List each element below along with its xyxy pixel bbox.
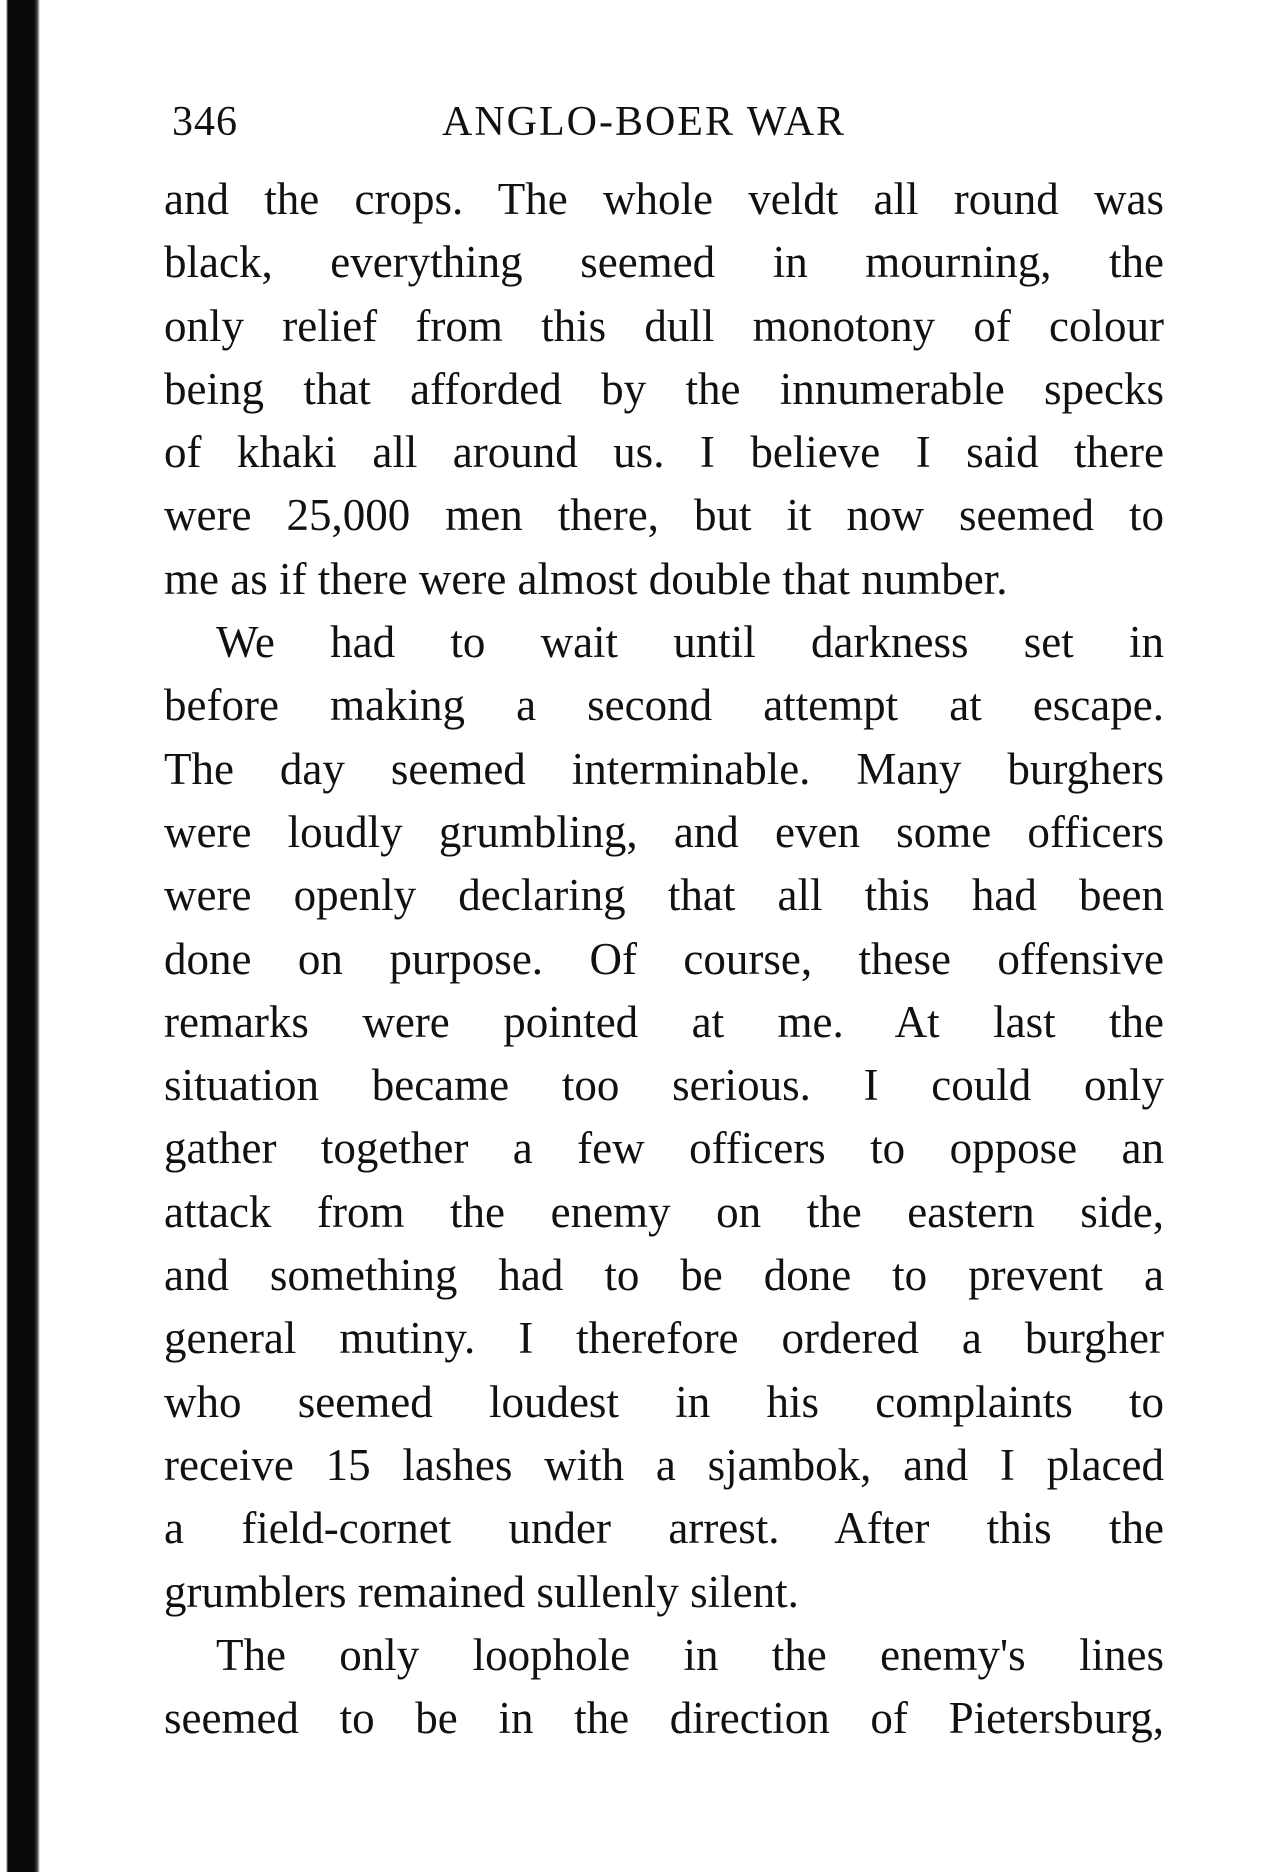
text-line: were 25,000 men there, but it now seemed to bbox=[164, 490, 1164, 541]
text-line: were openly declaring that all this had been bbox=[164, 870, 1164, 921]
text-line: gather together a few officers to oppose an bbox=[164, 1123, 1164, 1174]
text-line: me as if there were almost double that number. bbox=[164, 553, 1008, 604]
book-page bbox=[164, 98, 1164, 1750]
text-line: before making a second attempt at escape. bbox=[164, 680, 1164, 731]
text-line: seemed to be in the direction of Pietersburg, bbox=[164, 1693, 1164, 1744]
text-line: situation became too serious. I could only bbox=[164, 1060, 1164, 1111]
text-line: and something had to be done to prevent a bbox=[164, 1250, 1164, 1301]
text-line: receive 15 lashes with a sjambok, and I placed bbox=[164, 1439, 1164, 1490]
body-text bbox=[164, 168, 1164, 1750]
text-line: being that afforded by the innumerable specks bbox=[164, 363, 1164, 414]
text-line: were loudly grumbling, and even some officers bbox=[164, 806, 1164, 857]
text-line: who seemed loudest in his complaints to bbox=[164, 1376, 1164, 1427]
running-head bbox=[164, 98, 1164, 146]
text-line: a field-cornet under arrest. After this the bbox=[164, 1503, 1164, 1554]
text-line: general mutiny. I therefore ordered a burgher bbox=[164, 1313, 1164, 1364]
text-line: attack from the enemy on the eastern side, bbox=[164, 1186, 1164, 1237]
running-title: ANGLO-BOER WAR bbox=[442, 99, 847, 145]
text-line: remarks were pointed at me. At last the bbox=[164, 996, 1164, 1047]
text-line: of khaki all around us. I believe I said there bbox=[164, 427, 1164, 478]
paragraph-start-line: The only loophole in the enemy's lines bbox=[216, 1629, 1164, 1680]
text-line: and the crops. The whole veldt all round was bbox=[164, 174, 1164, 224]
paragraph-start-line: We had to wait until darkness set in bbox=[216, 617, 1164, 668]
page-number: 346 bbox=[172, 99, 238, 145]
binding-edge bbox=[0, 0, 40, 1872]
text-line: black, everything seemed in mourning, the bbox=[164, 237, 1164, 288]
text-line: The day seemed interminable. Many burghers bbox=[164, 743, 1164, 794]
text-line: done on purpose. Of course, these offensive bbox=[164, 933, 1164, 984]
text-line: grumblers remained sullenly silent. bbox=[164, 1566, 799, 1617]
text-line: only relief from this dull monotony of colour bbox=[164, 300, 1164, 351]
